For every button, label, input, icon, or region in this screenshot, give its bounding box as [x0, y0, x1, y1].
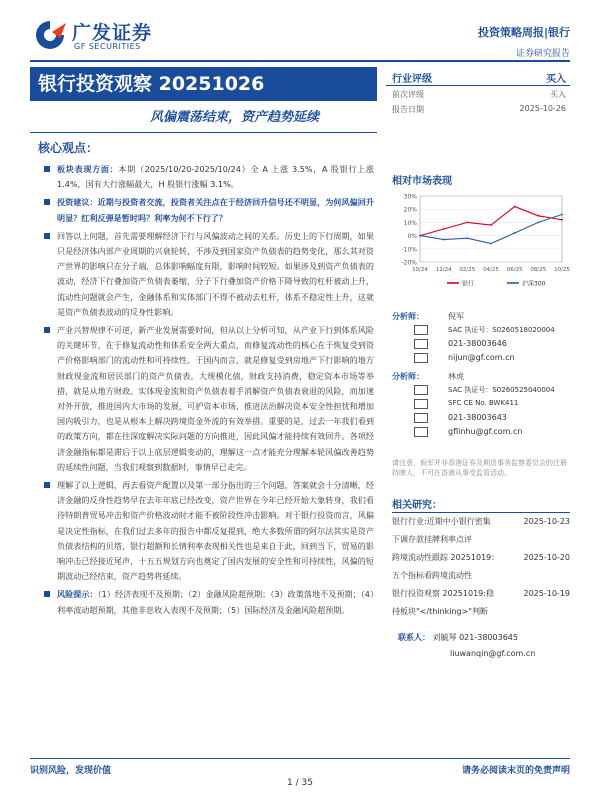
report-category: 证券研究报告 — [515, 49, 570, 59]
analysis-text-3: 理解了以上逻辑，再去看资产配置以及第一部分指出的三个问题，答案就会十分清晰，经济金融的反身性趋势早在去年年底已经改变，资产世界在今年已经开始大象转身，我们看待特朗普贸易冲击和资产价格波动时才能不被阶段性冲击影响。对于银行投资而言，风偏是决定性指标，在我们过去多年的报告中都反复提到，绝大多数所谓的阿尔法其实是资产负债表结构的贝塔，银行超额和长情利率表现相关性也是来自于此，回到当下，贸易的影响冲击已经接近尾声，十五五规划方向也奠定了国内发展的安全性和可持续性，风偏的短期波动已经结束，资产趋势将延续。 — [57, 480, 374, 582]
registration-disclaimer: 请注意，倪军并非香港证券及期货事务监察委员会的注册持牌人，不可在香港从事受监管活动。 — [392, 459, 567, 477]
contact-label: 联系人： — [398, 633, 430, 642]
series-1-point — [561, 214, 563, 216]
brand-name-en: GF SECURITIES — [74, 42, 141, 51]
report-subtitle: 风偏震荡结束，资产趋势延续 — [150, 110, 320, 125]
market-performance-title: 相对市场表现 — [392, 176, 452, 187]
plot-frame — [420, 196, 562, 262]
analyst-1-name-row — [392, 310, 570, 324]
series-0-point — [561, 219, 563, 221]
analyst-2-sfc: SFC CE No. BWK411 — [448, 399, 519, 407]
x-tick-label: 04/25 — [483, 267, 499, 273]
related-research-title: 相关研究： — [392, 496, 570, 513]
id-card-icon — [414, 385, 428, 395]
prev-rating-value: 买入 — [550, 90, 566, 99]
related-item-date: 2025-10-20 — [523, 553, 570, 562]
related-item-date: 2025-10-19 — [523, 589, 570, 598]
brand-name-cn: 广发证券 — [72, 22, 153, 44]
report-type: 投资策略周报|银行 — [477, 26, 570, 39]
bullet-icon — [44, 166, 50, 172]
series-0-point — [466, 222, 468, 224]
related-item[interactable] — [392, 585, 570, 603]
rating-header — [386, 67, 570, 86]
contact-block — [398, 630, 535, 662]
investment-advice-text: 投资建议：近期与投资者交流，投资者关注点在于经济回升信号还不明显，为何风偏回升明显？红利反弹是暂时吗？利率为何不下行了？ — [57, 197, 374, 223]
analyst-2-phone-row — [392, 412, 570, 426]
analyst-2-name-row — [392, 370, 570, 384]
analyst-label: 分析师： — [392, 312, 424, 321]
risk-warning-text: （1）经济表现不及预期；（2）金融风险超预期；（3）政策落地不及预期；（4）利率波动超预期，其他非息收入表现不及预期；（5）国际经济及金融风险超预期。 — [57, 589, 374, 615]
series-1-point — [514, 232, 516, 234]
sector-performance-paragraph — [44, 162, 374, 192]
bullet-icon — [44, 199, 50, 205]
company-logo — [30, 18, 70, 52]
legend-label: 银行 — [462, 280, 475, 288]
analyst-1-phone-row — [392, 338, 570, 352]
report-date-row — [386, 101, 570, 116]
analyst-1-phone: 021-38003646 — [448, 339, 507, 348]
section-divider — [30, 132, 377, 133]
analyst-1-sac-row — [392, 324, 570, 338]
x-tick-label: 10/25 — [554, 267, 570, 273]
y-tick-label: 20% — [403, 206, 417, 214]
contact-name-phone: 刘毓琴 021-38003645 — [432, 633, 518, 642]
bullet-icon — [44, 482, 50, 488]
risk-warning-label: 风险提示： — [57, 589, 98, 600]
prev-rating-row — [386, 86, 570, 101]
related-item-text: 五个指标看跨境流动性 — [392, 571, 472, 580]
related-item[interactable] — [392, 603, 570, 621]
rating-box — [386, 67, 570, 116]
analyst-label: 分析师： — [392, 372, 424, 381]
contact-row — [398, 630, 535, 646]
x-tick-label: 06/25 — [506, 267, 523, 273]
related-item-text: 跨境流动性跟踪 20251019： — [392, 553, 500, 562]
x-tick-label: 08/25 — [530, 267, 547, 273]
report-date-value: 2025-10-26 — [519, 104, 566, 113]
analyst-1-email[interactable]: nijun@gf.com.cn — [448, 353, 515, 362]
related-item-date: 2025-10-23 — [523, 517, 570, 526]
core-views-title: 核心观点： — [38, 141, 99, 155]
page-number: 1 / 35 — [287, 778, 313, 788]
related-item[interactable] — [392, 513, 570, 531]
x-tick-label: 02/25 — [459, 267, 476, 273]
prev-rating-label: 前次评级 — [392, 90, 424, 99]
investment-advice-paragraph — [44, 195, 374, 225]
sector-performance-text: 本期（2025/10/20-2025/10/24）全 A 上涨 3.5%，A 股银行上涨 1.4%，国有大行涨幅最大，H 股银行涨幅 3.1%。 — [57, 164, 374, 190]
analysis-text-2: 产业兴替规律不可逆，新产业发展需要时间，但从以上分析可知，从产业下行到体系风险的关键环节，在于修复流动性和体系安全两大重点，而修复流动性的核心在于恢复受到资产价格影响部门的流动性和可持续性。于国内而言，就是修复受到房地产下行影响的地方财政现金流和居民部门的资产负债表。大规模化债，财政支持消费，稳定资本市场等举措，就是从地方财政、实体现金流和资产负债表着手消解资产负债表衰退的风险，而加速对外开放，推进国内大市场的发展，可护资本市场，推进法治解决资本安全性担忧和增加国内吸引力，也是从根本上解决跨境资金外流的有效举措。重要的是，过去一年我们看到的政策方向，都在往深度解决实际问题的方向推进，因此风偏才能持续有效回升。各项经济金融指标都是滞后于以上底层逻辑变动的，理解这一点才能充分理解本轮风偏改善趋势的延续性问题，当我们观察到数据时，事情早已走完。 — [57, 325, 374, 472]
related-item-text: 下调存款挂牌利率点评 — [392, 535, 472, 544]
series-1-point — [466, 237, 468, 239]
analysis-paragraph-1 — [44, 229, 374, 320]
core-views-body — [44, 162, 374, 621]
related-item[interactable] — [392, 531, 570, 549]
series-1-point — [419, 235, 421, 237]
related-item[interactable] — [392, 567, 570, 585]
related-research — [392, 496, 570, 621]
analyst-2-sac: SAC 执证号：S0260525040004 — [448, 386, 555, 394]
analyst-2-email-row — [392, 426, 570, 440]
series-1-point — [537, 222, 539, 224]
rating-value: 买入 — [546, 74, 566, 85]
id-card-icon — [414, 325, 428, 335]
phone-icon — [414, 339, 428, 349]
analyst-1-email-row — [392, 352, 570, 366]
series-1-point — [443, 239, 445, 241]
analyst-1-sac: SAC 执证号：S0260518020004 — [448, 326, 555, 334]
sector-performance-label: 板块表现方面： — [57, 164, 119, 174]
y-tick-label: -20% — [401, 259, 417, 267]
email-icon — [414, 427, 428, 437]
series-0-point — [514, 206, 516, 208]
chart-svg — [392, 190, 572, 290]
analyst-2-email[interactable]: gflinhu@gf.com.cn — [448, 427, 523, 436]
analyst-2-sfc-row — [392, 398, 570, 412]
analyst-2-phone: 021-38003643 — [448, 413, 507, 422]
analysis-paragraph-3 — [44, 478, 374, 584]
y-tick-label: 10% — [403, 219, 417, 227]
header-divider — [30, 60, 570, 62]
analysis-text-1: 回答以上问题，首先需要理解经济下行与风偏波动之间的关系。历史上的下行周期，如果只是经济体内部产业周期的兴衰轮转，不涉及到国家资产负债表的趋势变化，那么其对资产世界的影响只在分子端，总体影响幅度有限，影响时间较短。如果涉及到资产负债表的波动，经济下行叠加资产负债表萎缩，分子下行叠加资产价格下降导致的杠杆被动上升，流动性问题就会产生，金融体系和实体部门不得不被动去杠杆，体系不稳定性上升，这就是资产负债表波动的反身性影响。 — [57, 230, 374, 317]
series-1-point — [490, 243, 492, 245]
y-tick-label: 0% — [407, 233, 417, 241]
bullet-icon — [44, 591, 50, 597]
id-card-icon — [414, 399, 428, 409]
report-title: 银行投资观察 20251026 — [30, 67, 377, 101]
y-tick-label: -10% — [401, 246, 417, 254]
series-line-1 — [420, 214, 562, 243]
related-item-text: 持板块"</thinking>"判断 — [392, 607, 488, 616]
series-0-point — [490, 224, 492, 226]
email-icon — [414, 353, 428, 363]
contact-email[interactable]: liuwanqin@gf.com.cn — [450, 649, 536, 658]
legend-label: 沪深300 — [522, 280, 546, 288]
analyst-2-name: 林虎 — [448, 372, 464, 381]
related-item[interactable] — [392, 549, 570, 567]
rating-label: 行业评级 — [392, 74, 432, 85]
y-tick-label: 30% — [403, 193, 417, 201]
series-0-point — [443, 228, 445, 230]
analysis-paragraph-2 — [44, 323, 374, 475]
analyst-2-sac-row — [392, 384, 570, 398]
footer-slogan: 识别风险，发现价值 — [30, 766, 112, 776]
report-date-label: 报告日期 — [392, 105, 424, 114]
x-tick-label: 10/24 — [412, 267, 428, 273]
phone-icon — [414, 413, 428, 423]
analyst-block — [392, 310, 570, 440]
bullet-icon — [44, 233, 50, 239]
footer-divider — [30, 758, 570, 759]
related-item-text: 银行投资观察 20251019:稳 — [392, 589, 494, 598]
related-item-text: 银行行业:近期中小银行密集 — [392, 517, 491, 526]
x-tick-label: 12/24 — [435, 267, 452, 273]
market-performance-chart — [392, 190, 572, 290]
bullet-icon — [44, 327, 50, 333]
risk-warning-paragraph — [44, 587, 374, 617]
analyst-1-name: 倪军 — [448, 312, 464, 321]
footer-disclaimer-note: 请务必阅读末页的免责声明 — [461, 766, 570, 776]
series-0-point — [537, 215, 539, 217]
